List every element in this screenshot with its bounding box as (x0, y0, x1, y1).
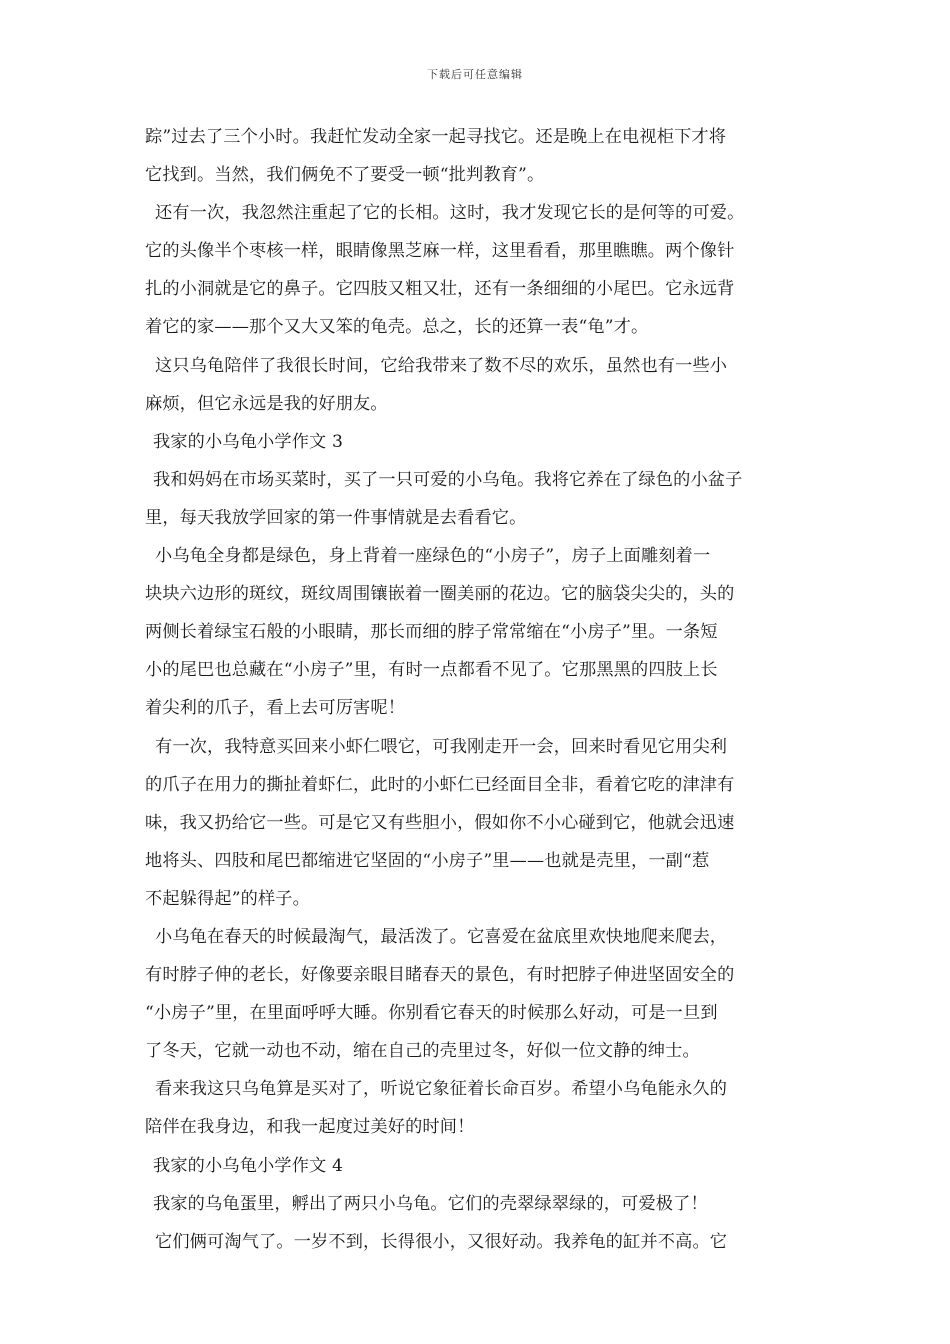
text-line: “小房子”里，在里面呼呼大睡。你别看它春天的时候那么好动，可是一旦到 (145, 1003, 718, 1024)
text-line: 不起躲得起”的样子。 (145, 888, 310, 909)
section-heading: 我家的小乌龟小学作文 3 (153, 431, 344, 452)
text-line: 它找到。当然，我们俩免不了要受一顿“批判教育”。 (145, 165, 545, 186)
text-line: 麻烦，但它永远是我的好朋友。 (145, 393, 388, 414)
text-line: 陪伴在我身边，和我一起度过美好的时间！ (145, 1117, 475, 1138)
text-line: 地将头、四肢和尾巴都缩进它坚固的“小房子”里——也就是壳里，一副“惹 (145, 850, 710, 871)
document-body (145, 118, 815, 1261)
paragraph-start-line: 有一次，我特意买回来小虾仁喂它，可我刚走开一会，回来时看见它用尖利 (155, 736, 728, 757)
text-line: 有时脖子伸的老长，好像要亲眼目睹春天的景色，有时把脖子伸进坚固安全的 (145, 965, 735, 986)
text-line: 了冬天，它就一动也不动，缩在自己的壳里过冬，好似一位文静的绅士。 (145, 1041, 700, 1062)
paragraph-start-line: 小乌龟全身都是绿色，身上背着一座绿色的“小房子”，房子上面雕刻着一 (155, 546, 711, 567)
text-line: 着它的家——那个又大又笨的龟壳。总之，长的还算一表“龟”才。 (145, 317, 649, 338)
text-line: 小的尾巴也总藏在“小房子”里，有时一点都看不见了。它那黑黑的四肢上长 (145, 660, 718, 681)
text-line: 两侧长着绿宝石般的小眼睛，那长而细的脖子常常缩在“小房子”里。一条短 (145, 622, 718, 643)
text-line: 味，我又扔给它一些。可是它又有些胆小，假如你不小心碰到它，他就会迅速 (145, 812, 735, 833)
text-line: 的爪子在用力的撕扯着虾仁，此时的小虾仁已经面目全非，看着它吃的津津有 (145, 774, 735, 795)
text-line: 踪”过去了三个小时。我赶忙发动全家一起寻找它。还是晚上在电视柜下才将 (145, 127, 727, 147)
paragraph-start-line: 小乌龟在春天的时候最淘气，最活泼了。它喜爱在盆底里欢快地爬来爬去， (155, 926, 728, 947)
paragraph-start-line: 还有一次，我忽然注重起了它的长相。这时，我才发现它长的是何等的可爱。 (155, 203, 745, 224)
paragraph-start-line: 这只乌龟陪伴了我很长时间，它给我带来了数不尽的欢乐，虽然也有一些小 (155, 355, 728, 376)
paragraph-start-line: 我家的乌龟蛋里，孵出了两只小乌龟。它们的壳翠绿翠绿的，可爱极了！ (153, 1193, 708, 1214)
page-header-note: 下载后可任意编辑 (427, 68, 523, 81)
section-heading: 我家的小乌龟小学作文 4 (153, 1155, 344, 1176)
text-line: 里，每天我放学回家的第一件事情就是去看看它。 (145, 507, 527, 528)
text-line: 扎的小洞就是它的鼻子。它四肢又粗又壮，还有一条细细的小尾巴。它永远背 (145, 279, 735, 300)
text-line: 它的头像半个枣核一样，眼睛像黑芝麻一样，这里看看，那里瞧瞧。两个像针 (145, 241, 735, 262)
text-line: 着尖利的爪子，看上去可厉害呢！ (145, 698, 406, 719)
paragraph-start-line: 它们俩可淘气了。一岁不到，长得很小，又很好动。我养龟的缸并不高。它 (155, 1231, 728, 1252)
text-line: 块块六边形的斑纹，斑纹周围镶嵌着一圈美丽的花边。它的脑袋尖尖的，头的 (145, 584, 735, 605)
paragraph-start-line: 看来我这只乌龟算是买对了，听说它象征着长命百岁。希望小乌龟能永久的 (155, 1079, 728, 1100)
paragraph-start-line: 我和妈妈在市场买菜时，买了一只可爱的小乌龟。我将它养在了绿色的小盆子 (153, 469, 743, 490)
